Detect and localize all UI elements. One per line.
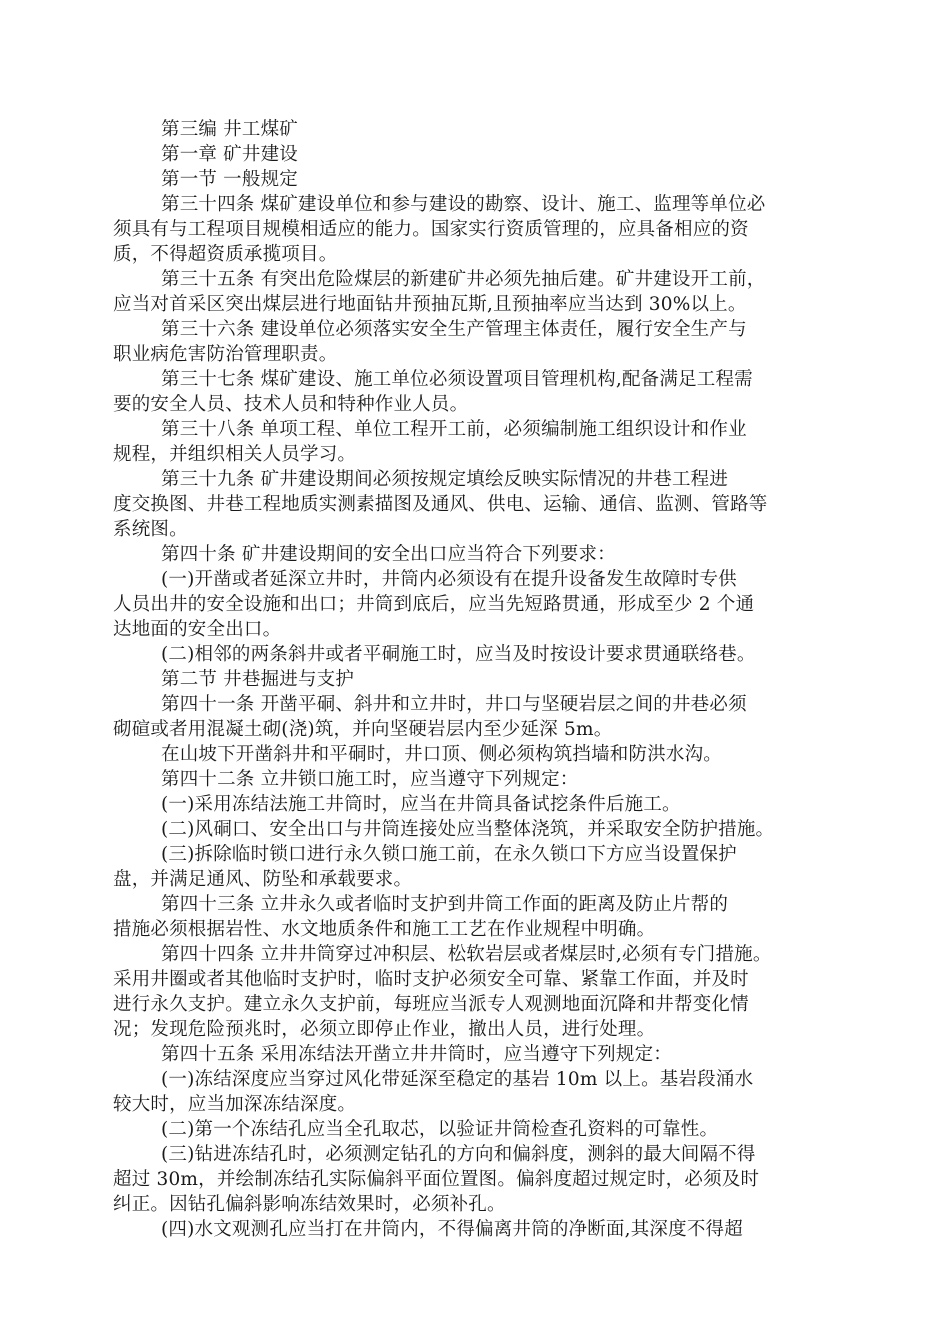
text-line: 第三十六条 建设单位必须落实安全生产管理主体责任，履行安全生产与 xyxy=(161,319,747,340)
text-line: 第三十九条 矿井建设期间必须按规定填绘反映实际情况的井巷工程进 xyxy=(161,469,729,490)
document-body xyxy=(113,117,863,1242)
text-line: 采用井圈或者其他临时支护时，临时支护必须安全可靠、紧靠工作面，并及时 xyxy=(113,969,749,990)
text-line: 第三十八条 单项工程、单位工程开工前，必须编制施工组织设计和作业 xyxy=(161,419,747,440)
text-line: 况；发现危险预兆时，必须立即停止作业，撤出人员，进行处理。 xyxy=(113,1019,656,1040)
text-line: 应当对首采区突出煤层进行地面钻井预抽瓦斯,且预抽率应当达到 30%以上。 xyxy=(113,294,747,315)
text-line: 较大时，应当加深冻结深度。 xyxy=(113,1094,357,1115)
text-line: 超过 30m，并绘制冻结孔实际偏斜平面位置图。偏斜度超过规定时，必须及时 xyxy=(113,1169,760,1190)
text-line: 纠正。因钻孔偏斜影响冻结效果时，必须补孔。 xyxy=(113,1194,506,1215)
text-line: (三)拆除临时锁口进行永久锁口施工前，在永久锁口下方应当设置保护 xyxy=(161,844,737,865)
text-line: (二)风硐口、安全出口与井筒连接处应当整体浇筑，并采取安全防护措施。 xyxy=(161,819,775,840)
text-line: 第四十三条 立井永久或者临时支护到井筒工作面的距离及防止片帮的 xyxy=(161,894,729,915)
text-line: 第一章 矿井建设 xyxy=(161,144,298,165)
text-line: (一)冻结深度应当穿过风化带延深至稳定的基岩 10m 以上。基岩段涌水 xyxy=(161,1069,754,1090)
text-line: 第三十五条 有突出危险煤层的新建矿井必须先抽后建。矿井建设开工前， xyxy=(161,269,766,290)
text-line: 砌碹或者用混凝土砌(浇)筑，并向坚硬岩层内至少延深 5m。 xyxy=(113,719,613,740)
text-line: 要的安全人员、技术人员和特种作业人员。 xyxy=(113,394,469,415)
text-line: 职业病危害防治管理职责。 xyxy=(113,344,338,365)
text-line: 第二节 井巷掘进与支护 xyxy=(161,669,355,690)
text-line: 进行永久支护。建立永久支护前，每班应当派专人观测地面沉降和井帮变化情 xyxy=(113,994,749,1015)
text-line: 质，不得超资质承揽项目。 xyxy=(113,244,338,265)
text-line: (二)相邻的两条斜井或者平硐施工时，应当及时按设计要求贯通联络巷。 xyxy=(161,644,756,665)
text-line: (一)开凿或者延深立井时，井筒内必须设有在提升设备发生故障时专供 xyxy=(161,569,737,590)
text-line: 第四十一条 开凿平硐、斜井和立井时，井口与坚硬岩层之间的井巷必须 xyxy=(161,694,747,715)
text-line: 第三十四条 煤矿建设单位和参与建设的勘察、设计、施工、监理等单位必 xyxy=(161,194,766,215)
text-line: 第四十四条 立井井筒穿过冲积层、松软岩层或者煤层时,必须有专门措施。 xyxy=(161,944,772,965)
text-line: 第一节 一般规定 xyxy=(161,169,298,190)
text-line: 规程，并组织相关人员学习。 xyxy=(113,444,357,465)
text-line: 盘，并满足通风、防坠和承载要求。 xyxy=(113,869,413,890)
text-line: 第四十五条 采用冻结法开凿立井井筒时，应当遵守下列规定： xyxy=(161,1044,672,1065)
text-line: 第四十条 矿井建设期间的安全出口应当符合下列要求： xyxy=(161,544,616,565)
text-line: 度交换图、井巷工程地质实测素描图及通风、供电、运输、通信、监测、管路等 xyxy=(113,494,768,515)
text-line: (二)第一个冻结孔应当全孔取芯，以验证井筒检查孔资料的可靠性。 xyxy=(161,1119,719,1140)
text-line: 达地面的安全出口。 xyxy=(113,619,282,640)
text-line: 人员出井的安全设施和出口；井筒到底后，应当先短路贯通，形成至少 2 个通 xyxy=(113,594,755,615)
text-line: (四)水文观测孔应当打在井筒内，不得偏离井筒的净断面,其深度不得超 xyxy=(161,1219,743,1240)
text-line: 第四十二条 立井锁口施工时，应当遵守下列规定： xyxy=(161,769,579,790)
text-line: (三)钻进冻结孔时，必须测定钻孔的方向和偏斜度，测斜的最大间隔不得 xyxy=(161,1144,756,1165)
text-line: (一)采用冻结法施工井筒时，应当在井筒具备试挖条件后施工。 xyxy=(161,794,681,815)
text-line: 须具有与工程项目规模相适应的能力。国家实行资质管理的，应具备相应的资 xyxy=(113,219,749,240)
text-line: 在山坡下开凿斜井和平硐时，井口顶、侧必须构筑挡墙和防洪水沟。 xyxy=(161,744,723,765)
text-line: 第三十七条 煤矿建设、施工单位必须设置项目管理机构,配备满足工程需 xyxy=(161,369,753,390)
text-line: 措施必须根据岩性、水文地质条件和施工工艺在作业规程中明确。 xyxy=(113,919,656,940)
text-line: 系统图。 xyxy=(113,519,188,540)
text-line: 第三编 井工煤矿 xyxy=(161,119,298,140)
